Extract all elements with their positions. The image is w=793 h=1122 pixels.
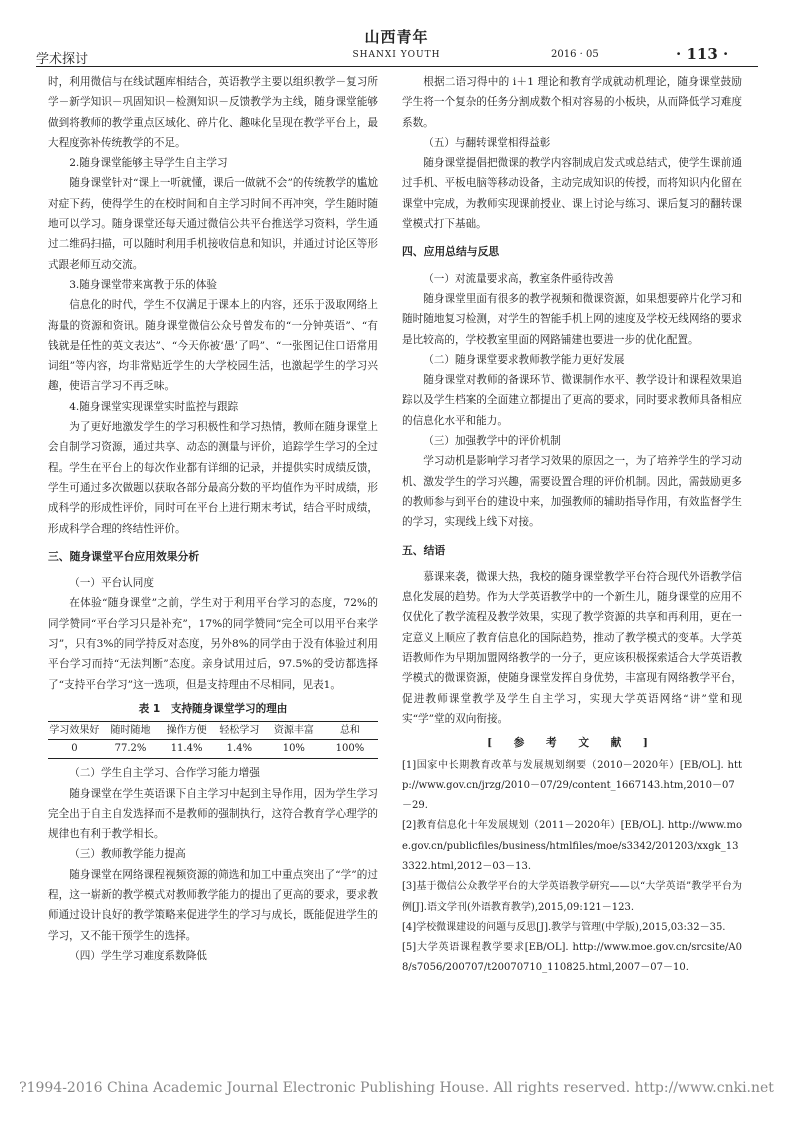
header-rule <box>36 66 758 67</box>
reasons-table <box>48 721 378 759</box>
section-label: 学术探讨 <box>36 52 89 67</box>
copyright-footer: ?1994-2016 China Academic Journal Electronic Publishing House. All rights reserved. http://www.cnki.net <box>19 1080 774 1096</box>
paragraph: 在体验“随身课堂”之前，学生对于利用平台学习的态度，72%的同学赞同“平台学习只是补充”，17%的同学赞同“完全可以用平台来学习”，只有3%的同学持反对态度，另外8%的同学由于没有体验过利用平台学习而持“无法判断”态度。亲身试用过后，97.5%的受访都选择了“支持平台学习”这一选项，但是支持理由不尽相同，见表1。 <box>48 597 378 691</box>
table-header-cell: 学习效果好 <box>49 725 100 737</box>
table-cell: 11.4% <box>170 743 203 755</box>
paragraph: 随身课堂提倡把微课的教学内容制成启发式或总结式，使学生课前通过手机、平板电脑等移动设备，主动完成知识的传授，而将知识内化留在课堂中完成，为教师实现课前授业、课上讨论与练习、课后复习的翻转课堂模式打下基础。 <box>402 157 742 231</box>
subsection-heading: （二）学生自主学习、合作学习能力增强 <box>69 767 260 780</box>
reference-item: [4]学校微课建设的问题与反思[J].教学与管理(中学版),2015,03:32－35. <box>402 921 726 933</box>
paragraph: 随身课堂针对“课上一听就懂，课后一做就不会”的传统教学的尴尬对症下药，使得学生的在校时间和自主学习时间不再冲突，学生随时随地可以学习。随身课堂还每天通过微信公共平台推送学习资料，学生通过二维码扫描，可以随时利用手机接收信息和知识，并通过讨论区等形式跟老师互动交流。 <box>48 177 378 271</box>
journal-title-cn: 山西青年 <box>364 28 429 46</box>
paragraph: 为了更好地激发学生的学习积极性和学习热情，教师在随身课堂上会自制学习资源，通过共享、动态的测量与评价，追踪学生学习的全过程。学生在平台上的每次作业都有详细的记录，并提供实时成绩反馈，学生可通过多次做题以获取各部分最高分数的平均值作为平时成绩，形成科学的形成性评价，同时可在平台上进行期末考试，结合平时成绩，形成科学合理的终结性评价。 <box>48 421 378 535</box>
page-number: · 113 · <box>676 45 729 63</box>
subheading: 3.随身课堂带来寓教于乐的体验 <box>69 278 218 291</box>
table-cell: 10% <box>282 743 305 755</box>
subsection-heading: （一）对流量要求高，教室条件亟待改善 <box>423 272 614 285</box>
paragraph: 时，利用微信与在线试题库相结合，英语教学主要以组织教学－复习所学－新学知识－巩固知识－检测知识－反馈教学为主线，随身课堂能够做到将教师的教学重点区域化、碎片化、趣味化呈现在教学平台上，最大程度弥补传统教学的不足。 <box>48 76 378 149</box>
paragraph: 慕课来袭，微课大热，我校的随身课堂教学平台符合现代外语教学信息化发展的趋势。作为大学英语教学中的一个新生儿，随身课堂的应用不仅优化了教学流程及教学效果，实现了教学资源的共享和再利用，更在一定意义上顺应了教育信息化的国际趋势，推动了教学模式的变革。大学英语教师作为早期加盟网络教学的一分子，更应该积极探索适合大学英语教学模式的微课资源，使随身课堂发挥自身优势，丰富现有网络教学平台，促进教师课堂教学及学生自主学习，实现大学英语网络“讲”堂和现实“学”堂的双向衔接。 <box>402 570 742 725</box>
section-heading: 三、随身课堂平台应用效果分析 <box>48 549 200 563</box>
subsection-heading: （四）学生学习难度系数降低 <box>69 949 207 962</box>
table-header-row <box>48 722 378 740</box>
subheading: 4.随身课堂实现课堂实时监控与跟踪 <box>69 400 239 413</box>
subsection-heading: （五）与翻转课堂相得益彰 <box>423 136 551 149</box>
table-header-cell: 随时随地 <box>110 725 151 737</box>
paragraph: 随身课堂在网络课程视频资源的筛选和加工中重点突出了“学”的过程，这一崭新的教学模式对教师教学能力的提出了更高的要求，要求教师通过设计良好的教学策略来促进学生的学习与成长，既能促进学生的学习，又不能干预学生的选择。 <box>48 868 378 942</box>
table-header-cell: 轻松学习 <box>219 725 260 737</box>
paragraph: 随身课堂对教师的备课环节、微课制作水平、教学设计和课程效果追踪以及学生档案的全面建立都提出了更高的要求，同时要求教师具备相应的信息化水平和能力。 <box>402 374 742 427</box>
table-cell: 0 <box>71 743 78 755</box>
table-cell: 1.4% <box>226 743 253 755</box>
reference-item: [1]国家中长期教育改革与发展规划纲要（2010－2020年）[EB/OL]. http://www.gov.cn/jrzg/2010－07/29/content_1667143.htm,2010－07－29. <box>402 759 742 812</box>
section-heading: 五、结语 <box>402 543 446 557</box>
references-title: [ 参 考 文 献 ] <box>487 737 657 750</box>
paragraph: 学习动机是影响学习者学习效果的原因之一，为了培养学生的学习动机、激发学生的学习兴趣，需要设置合理的评价机制。因此，需鼓励更多的教师参与到平台的建设中来，加强教师的辅助指导作用，有效监督学生的学习，实现线上线下对接。 <box>402 455 742 529</box>
section-heading: 四、应用总结与反思 <box>402 245 500 259</box>
paragraph: 信息化的时代，学生不仅满足于课本上的内容，还乐于汲取网络上海量的资源和资讯。随身课堂微信公众号曾发布的“一分钟英语”、“有钱就是任性的英文表达”、“今天你被‘愚’了吗”、“一张图记住口语常用词组”等内容，均非常贴近学生的大学校园生活，也激起学生的学习兴趣，使语言学习不再乏味。 <box>48 299 378 393</box>
left-column <box>48 72 378 966</box>
subsection-heading: （三）教师教学能力提高 <box>69 848 186 861</box>
reference-item: [3]基于微信公众教学平台的大学英语教学研究——以“大学英语”教学平台为例[J].语文学刊(外语教育教学),2015,09:121－123. <box>402 881 742 913</box>
subsection-heading: （二）随身课堂要求教师教学能力更好发展 <box>423 353 625 366</box>
reference-item: [2]教育信息化十年发展规划（2011－2020年）[EB/OL]. http://www.moe.gov.cn/publicfiles/business/htmlfiles/moe/s3342/201203/xxgk_133322.html,2012－03－13. <box>402 820 742 872</box>
reference-item: [5]大学英语课程教学要求[EB/OL]. http://www.moe.gov.cn/srcsite/A08/s7056/200707/t20070710_110825.html,2007－07－10. <box>402 942 742 974</box>
paragraph: 随身课堂在学生英语课下自主学习中起到主导作用，因为学生学习完全出于自主自发选择而不是教师的强制执行，这符合教育学心理学的规律也有利于教学相长。 <box>48 787 378 841</box>
table-header-cell: 总和 <box>339 725 360 737</box>
subsection-heading: （一）平台认同度 <box>69 577 154 590</box>
table-cell: 100% <box>335 743 365 755</box>
right-column <box>402 72 742 979</box>
issue-number: 2016 · 05 <box>551 49 599 60</box>
paragraph: 根据二语习得中的 i＋1 理论和教育学成就动机理论，随身课堂鼓励学生将一个复杂的任务分割成数个相对容易的小板块，从而降低学习难度系数。 <box>402 76 742 129</box>
page-header <box>0 0 793 67</box>
journal-title-en: SHANXI YOUTH <box>352 50 441 60</box>
subheading: 2.随身课堂能够主导学生自主学习 <box>69 157 228 170</box>
table-header-cell: 操作方便 <box>166 725 207 737</box>
paragraph: 随身课堂里面有很多的教学视频和微课资源，如果想要碎片化学习和随时随地复习检测，对学生的智能手机上网的速度及学校无线网络的要求是比较高的，学校教室里面的网路铺建也要进一步的优化配置。 <box>402 292 742 346</box>
table-header-cell: 资源丰富 <box>273 725 314 737</box>
table-title: 表 1 支持随身课堂学习的理由 <box>138 702 288 715</box>
table-cell: 77.2% <box>114 743 147 755</box>
table-row <box>48 740 378 759</box>
subsection-heading: （三）加强教学中的评价机制 <box>423 435 561 448</box>
